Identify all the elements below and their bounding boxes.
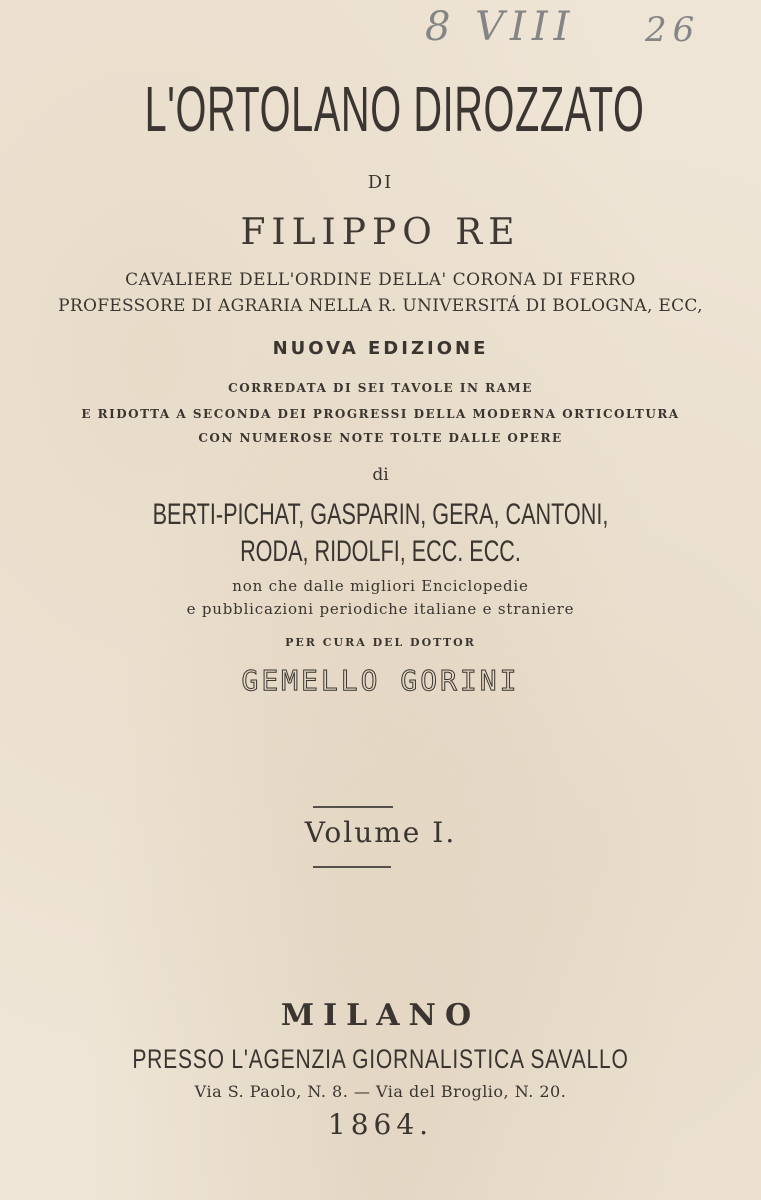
shelfmark-left: 8 VIII: [425, 4, 576, 50]
author-name: FILIPPO RE: [240, 212, 521, 253]
publication-city: MILANO: [280, 998, 481, 1033]
publisher-name: PRESSO L'AGENZIA GIORNALISTICA SAVALLO: [132, 1044, 629, 1074]
book-title: L'ORTOLANO DIROZZATO: [144, 73, 645, 145]
curator-intro: PER CURA DEL DOTTOR: [285, 636, 476, 649]
edition-note-3: CON NUMEROSE NOTE TOLTE DALLE OPERE: [198, 431, 563, 445]
author-title-2: PROFESSORE DI AGRARIA NELLA R. UNIVERSITÁ DI BOLOGNA, ECC,: [58, 296, 703, 316]
edition-note-2: E RIDOTTA A SECONDA DEI PROGRESSI DELLA MODERNA ORTICOLTURA: [81, 407, 680, 421]
author-title-1: CAVALIERE DELL'ORDINE DELLA' CORONA DI FERRO: [125, 270, 636, 290]
publication-year: 1864.: [327, 1108, 434, 1141]
edition-label: NUOVA EDIZIONE: [272, 338, 489, 359]
curator-name: GEMELLO GORINI: [241, 664, 520, 697]
sources-line-1: BERTI-PICHAT, GASPARIN, GERA, CANTONI,: [152, 498, 609, 531]
sources-line-2: RODA, RIDOLFI, ECC. ECC.: [240, 535, 521, 568]
publisher-address: Via S. Paolo, N. 8. — Via del Broglio, N. 20.: [194, 1082, 567, 1101]
divider-bottom: [313, 866, 391, 868]
divider-top: [313, 806, 393, 808]
by-label: DI: [367, 172, 394, 193]
by-label-2: di: [372, 465, 389, 485]
volume-label: Volume I.: [304, 816, 457, 849]
handwritten-shelfmark: [425, 4, 745, 52]
edition-note-1: CORREDATA DI SEI TAVOLE IN RAME: [228, 381, 533, 395]
sources-extra-1: non che dalle migliori Enciclopedie: [232, 577, 529, 595]
sources-extra-2: e pubblicazioni periodiche italiane e straniere: [186, 600, 575, 618]
shelfmark-right: 26: [645, 10, 701, 50]
